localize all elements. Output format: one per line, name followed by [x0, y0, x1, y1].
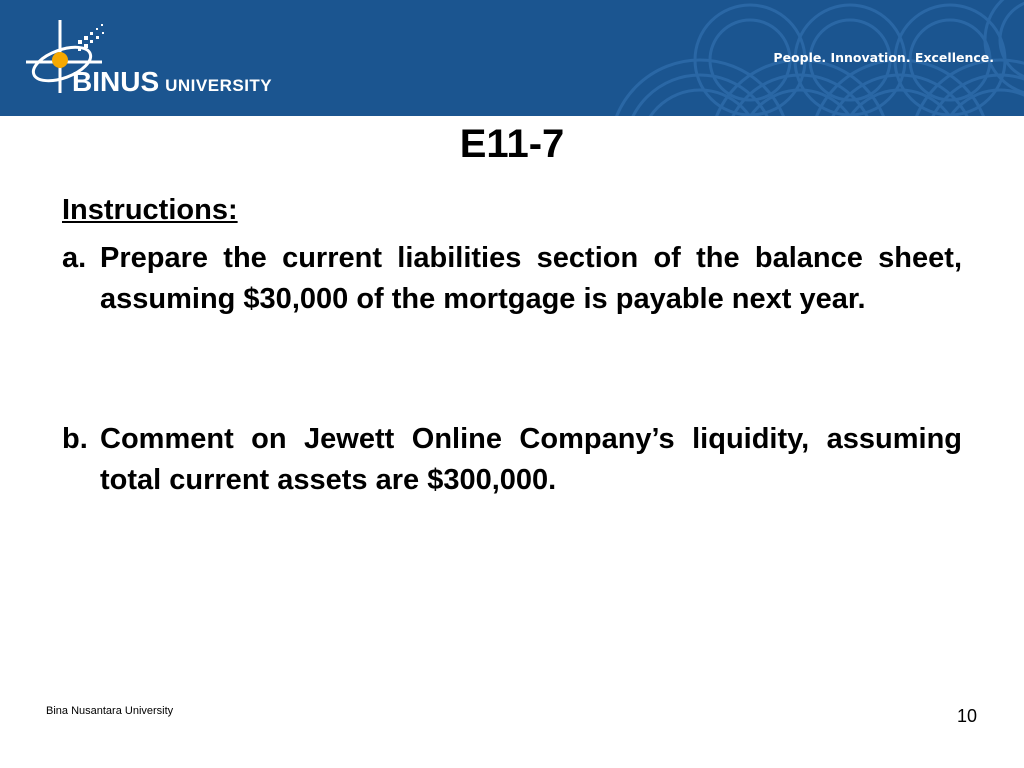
instructions-heading: Instructions:	[62, 194, 238, 226]
slide-title: E11-7	[459, 122, 565, 166]
instruction-item-a	[62, 238, 962, 320]
item-text: Prepare the current liabilities section of the balance sheet, assuming $30,000 of the mortgage is payable next year.	[100, 242, 962, 315]
instruction-item-b	[62, 419, 962, 501]
item-marker: b.	[62, 423, 88, 455]
item-text: Comment on Jewett Online Company’s liquidity, assuming total current assets are $300,000.	[100, 423, 962, 496]
logo-subtitle: UNIVERSITY	[165, 76, 273, 95]
tagline: People. Innovation. Excellence.	[773, 50, 994, 65]
slide-header-banner	[0, 0, 1024, 116]
item-marker: a.	[62, 242, 87, 274]
logo-wordmark	[72, 66, 272, 98]
logo-brand: BINUS	[72, 66, 160, 97]
footer-institution: Bina Nusantara University	[46, 705, 174, 717]
page-number: 10	[956, 706, 977, 726]
